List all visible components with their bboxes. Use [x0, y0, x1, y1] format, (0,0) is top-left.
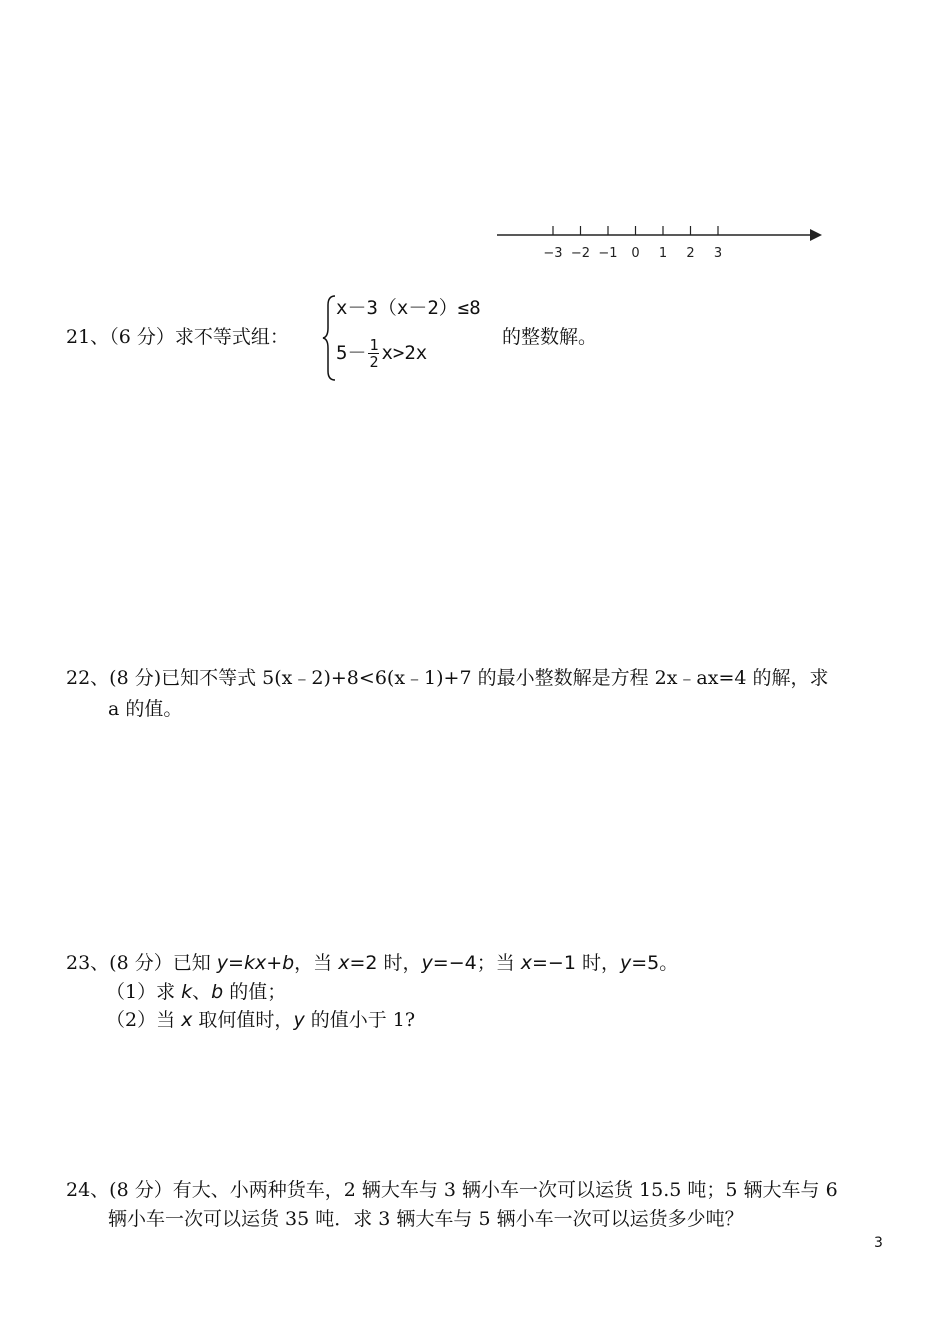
var-x: x [338, 952, 350, 974]
fraction-denominator: 2 [369, 353, 379, 371]
q21-inequality-1: x－3（x－2）≤8 [336, 297, 481, 319]
q24-line-2: 辆小车一次可以运货 35 吨．求 3 辆大车与 5 辆小车一次可以运货多少吨？ [108, 1208, 744, 1230]
var-y: y [293, 1009, 305, 1031]
number-line-tick-label: 2 [686, 246, 695, 261]
q21-ineq2-right: x>2x [381, 342, 428, 364]
q23-text: 的值小于 1? [304, 1009, 416, 1031]
q21-prompt-text: 求不等式组： [174, 326, 289, 348]
q23-part-1 [106, 979, 286, 1006]
var-x: x [181, 1009, 193, 1031]
q23-text: 的值； [223, 981, 287, 1003]
page-number: 3 [874, 1235, 883, 1251]
plus-sign: + [266, 952, 283, 974]
number-line-tick-label: −3 [543, 246, 563, 261]
q23-text: =−4；当 [432, 952, 521, 974]
var-b: b [211, 981, 224, 1003]
q23-text: 、 [192, 981, 212, 1003]
number-line-tick-label: 0 [631, 246, 640, 261]
number-line-tick-label: −1 [598, 246, 618, 261]
q23-part-2 [106, 1007, 415, 1034]
q23-number: 23、(8 分）已知 [66, 952, 217, 974]
var-y: y [619, 952, 632, 974]
q23-text: =2 时， [349, 952, 422, 974]
q23-text: ，当 [294, 952, 339, 974]
equals-sign: = [228, 952, 244, 974]
q23-text: （2）当 [106, 1009, 182, 1031]
q21-number: 21、 [66, 326, 110, 348]
q21-ineq2-left: 5－ [336, 342, 367, 364]
q23-line-1 [66, 950, 678, 977]
q23-text: =−1 时， [532, 952, 620, 974]
var-x: x [520, 952, 532, 974]
number-line-tick-label: −2 [570, 246, 591, 261]
number-line-tick-label: 3 [713, 246, 723, 261]
q21-score: （6 分） [109, 326, 175, 348]
q21-suffix: 的整数解。 [502, 326, 598, 348]
q23-text: 取何值时， [192, 1009, 294, 1031]
q21-inequality-system [322, 293, 502, 383]
q23-text: =5。 [631, 952, 679, 974]
q21-inequality-2 [336, 337, 427, 370]
var-kx: kx [243, 952, 267, 974]
var-y: y [421, 952, 433, 974]
q21-prompt [66, 324, 289, 351]
number-line-tick-label: 1 [658, 246, 668, 261]
q22-line-1: 22、(8 分)已知不等式 5(x﹣2)+8<6(x﹣1)+7 的最小整数解是方程 2x﹣ax=4 的解，求 [66, 667, 829, 689]
fraction-numerator: 1 [369, 336, 379, 354]
var-b: b [282, 952, 295, 974]
number-line [0, 0, 950, 280]
fraction [368, 337, 379, 370]
q24-line-1: 24、(8 分）有大、小两种货车，2 辆大车与 3 辆小车一次可以运货 15.5 吨；5 辆大车与 6 [66, 1179, 838, 1201]
number-line-arrow [810, 229, 822, 241]
q23-text: （1）求 [106, 981, 182, 1003]
var-y: y [216, 952, 229, 974]
q22-line-2: a 的值。 [108, 698, 183, 720]
var-k: k [181, 981, 193, 1003]
